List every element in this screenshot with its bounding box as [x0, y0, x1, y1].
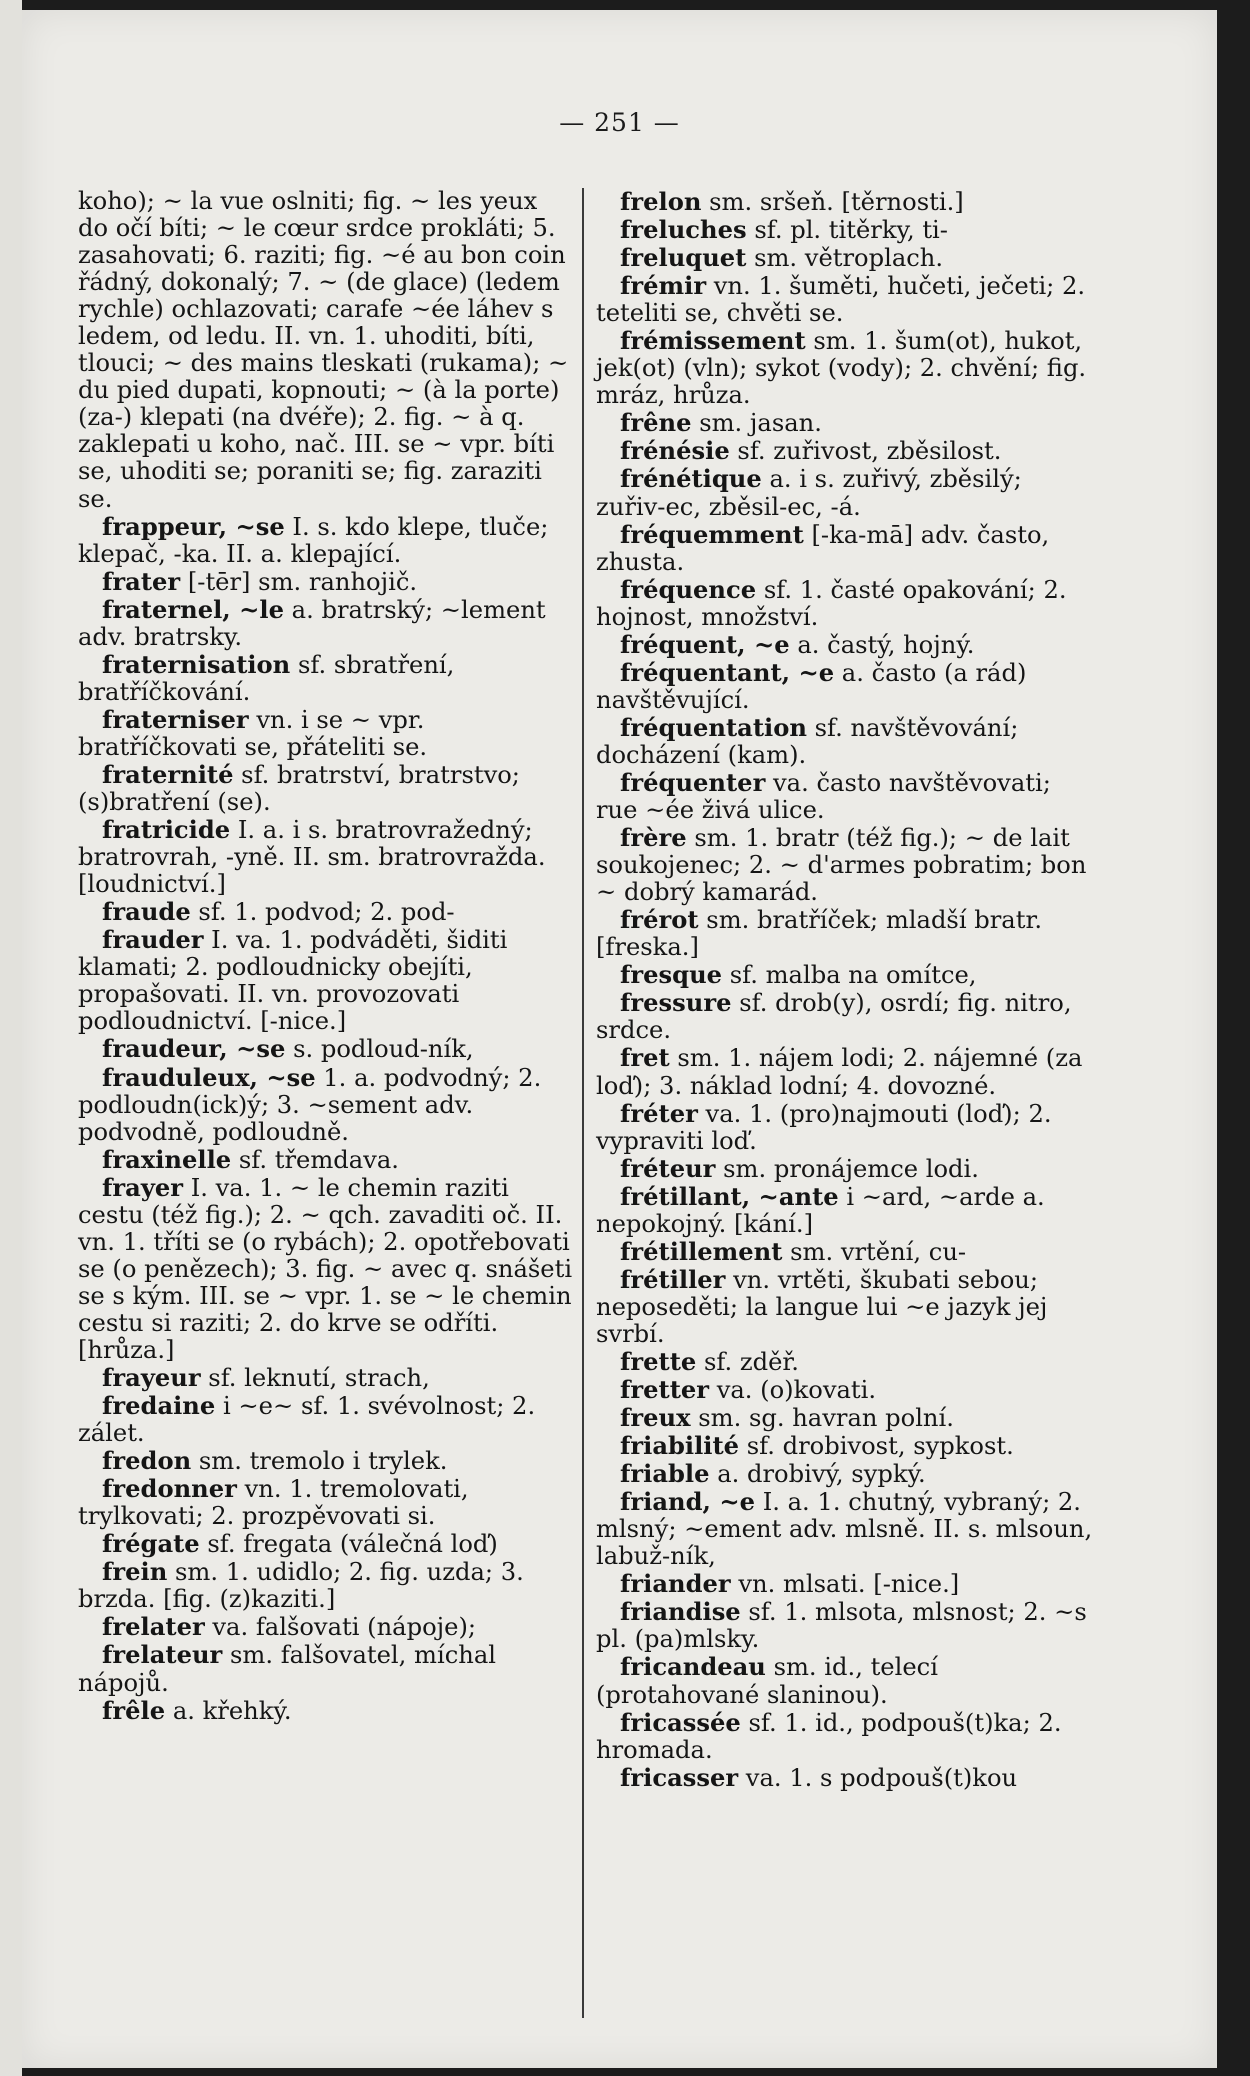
entry-headword: frémir [620, 271, 707, 301]
entry-headword: freluquet [620, 243, 747, 273]
entry-definition: sf. drobivost, sypkost. [739, 1432, 1014, 1461]
entry-headword: frérot [620, 905, 699, 935]
dictionary-entry [78, 1530, 574, 1558]
entry-headword: frêle [102, 1695, 166, 1725]
entry-definition: sf. navštěvování; docházení (kam). [596, 713, 1019, 769]
dictionary-entry [596, 1348, 1094, 1376]
entry-definition: sf. 1. podvod; 2. pod- [190, 898, 455, 927]
entry-definition: vn. i se ~ vpr. bratříčkovati se, přáteliti se. [78, 705, 428, 761]
dictionary-entry [78, 1392, 574, 1447]
right-column [582, 188, 1094, 2018]
dictionary-entry [78, 1364, 574, 1392]
entry-headword: fréquence [620, 574, 757, 604]
entry-definition: 1. a. podvodný; 2. podloudn(ick)ý; 3. ~sement adv. podvodně, podloudně. [78, 1063, 542, 1146]
dictionary-entry [78, 1697, 574, 1725]
entry-definition: sm. sg. havran polní. [690, 1404, 954, 1433]
entry-definition: sm. bratříček; mladší bratr. [freska.] [596, 906, 1043, 962]
entry-headword: fredon [102, 1446, 192, 1476]
entry-definition: a. křehký. [165, 1696, 292, 1725]
dictionary-entry [596, 1183, 1094, 1238]
entry-definition: I. va. 1. podváděti, šiditi klamati; 2. podloudnicky obejíti, propašovati. II. vn. provozovati podloudnictví. [-nice.] [78, 926, 508, 1036]
entry-definition: sm. 1. udidlo; 2. fig. uzda; 3. brzda. [fig. (z)kaziti.] [78, 1558, 524, 1614]
entry-definition: va. 1. (pro)najmouti (loď); 2. vypraviti loď. [596, 1099, 1052, 1155]
entry-definition: sf. 1. časté opakování; 2. hojnost, množství. [596, 575, 1067, 631]
dictionary-entry [596, 1460, 1094, 1488]
entry-headword: frauduleux, ~se [102, 1062, 316, 1092]
entry-headword: fréquentation [620, 712, 807, 742]
dictionary-entry [78, 898, 574, 926]
entry-definition: va. 1. s podpouš(t)kou [738, 1763, 1018, 1792]
entry-headword: frappeur, ~se [102, 511, 285, 541]
entry-definition: sm. 1. bratr (též fig.); ~ de lait soukojenec; 2. ~ d'armes pobratim; bon ~ dobrý kamarád. [596, 824, 1087, 907]
dictionary-entry [596, 1488, 1094, 1570]
dictionary-entry [78, 926, 574, 1035]
dictionary-entry [596, 244, 1094, 272]
entry-headword: frégate [102, 1529, 200, 1559]
entry-definition: vn. 1. tremolovati, trylkovati; 2. prozpěvovati si. [78, 1475, 469, 1531]
entry-headword: frauder [102, 925, 204, 955]
dictionary-entry [596, 1100, 1094, 1155]
dictionary-entry [596, 465, 1094, 520]
entry-headword: frétiller [620, 1264, 726, 1294]
entry-definition: sm. sršeň. [těrnosti.] [701, 188, 964, 216]
entry-headword: fréquemment [620, 519, 804, 549]
dictionary-entry [78, 1641, 574, 1696]
entry-headword: friandise [620, 1597, 741, 1627]
dictionary-entry [596, 409, 1094, 437]
entry-headword: fratricide [102, 815, 231, 845]
entry-headword: friand, ~e [620, 1487, 756, 1517]
dictionary-entry [596, 272, 1094, 327]
entry-definition: vn. vrtěti, škubati sebou; neposeděti; la langue lui ~e jazyk jej svrbí. [596, 1265, 1048, 1348]
entry-headword: frayeur [102, 1363, 201, 1393]
entry-headword: frayer [102, 1172, 184, 1202]
entry-headword: fredonner [102, 1474, 237, 1504]
entry-headword: frelon [620, 187, 702, 216]
dictionary-entry [596, 989, 1094, 1044]
dictionary-entry [596, 1432, 1094, 1460]
entry-headword: frette [620, 1346, 697, 1376]
dictionary-entry [596, 961, 1094, 989]
entry-definition: vn. 1. šuměti, hučeti, ječeti; 2. teteliti se, chvěti se. [596, 272, 1086, 328]
dictionary-entry [596, 327, 1094, 409]
entry-headword: frémissement [620, 326, 806, 356]
entry-headword: frelater [102, 1612, 205, 1642]
dictionary-entry [596, 576, 1094, 631]
entry-headword: fretter [620, 1375, 710, 1405]
entry-definition: sf. sbratření, bratříčkování. [78, 650, 455, 706]
entry-headword: fraudeur, ~se [102, 1034, 286, 1064]
entry-definition: [-ka-mā] adv. často, zhusta. [596, 520, 1050, 576]
entry-definition: sm. falšovatel, míchal nápojů. [78, 1641, 496, 1697]
dictionary-entry [78, 706, 574, 761]
dictionary-entry [596, 906, 1094, 961]
entry-headword: friable [620, 1459, 710, 1489]
entry-definition: I. va. 1. ~ le chemin raziti cestu (též fig.); 2. ~ qch. zavaditi oč. II. vn. 1. tříti se (o rybách); 2. opotřebovati se (o penězech); 3. fig. ~ avec q. snášeti se s kým. III. se ~ vpr. 1. se ~ le chemin cestu si raziti; 2. do krve se odříti. [hrůza.] [78, 1173, 573, 1364]
entry-definition: a. drobivý, sypký. [709, 1460, 926, 1489]
entry-definition: sm. tremolo i trylek. [191, 1447, 448, 1476]
entry-headword: fricassée [620, 1707, 741, 1737]
entry-headword: frater [102, 566, 181, 596]
dictionary-entry [78, 1613, 574, 1641]
entry-definition: sf. fregata (válečná loď) [199, 1530, 498, 1559]
dictionary-entry [596, 437, 1094, 465]
entry-headword: fricandeau [620, 1652, 766, 1682]
dictionary-page [22, 10, 1217, 2068]
dictionary-entry [78, 1035, 574, 1063]
entry-definition: va. (o)kovati. [709, 1376, 877, 1405]
dictionary-entry [596, 188, 1094, 216]
entry-definition: va. falšovati (nápoje); [204, 1613, 477, 1642]
dictionary-entry [596, 1570, 1094, 1598]
dictionary-entry [78, 1146, 574, 1174]
entry-headword: fraude [102, 897, 191, 927]
entry-headword: fraternité [102, 759, 234, 789]
entry-definition: a. častý, hojný. [789, 630, 975, 659]
dictionary-entry [78, 596, 574, 651]
entry-definition: sm. id., telecí (protahované slaninou). [596, 1653, 938, 1709]
dictionary-entry [596, 714, 1094, 769]
entry-headword: fréter [620, 1098, 698, 1128]
entry-headword: frénésie [620, 436, 730, 466]
entry-definition: I. a. i s. bratrovražedný; bratrovrah, -yně. II. sm. bratrovražda. [loudnictví.] [78, 816, 546, 899]
entry-headword: fraxinelle [102, 1144, 232, 1174]
dictionary-entry [596, 1266, 1094, 1348]
dictionary-entry [596, 1155, 1094, 1183]
entry-definition: sm. jasan. [691, 409, 822, 438]
dictionary-entry [78, 761, 574, 816]
entry-headword: fresque [620, 960, 723, 990]
entry-definition: a. bratrský; ~lement adv. bratrsky. [78, 595, 546, 651]
entry-definition: s. podloud-ník, [285, 1035, 474, 1064]
entry-definition: [-tēr] sm. ranhojič. [180, 567, 418, 596]
dictionary-entry [78, 568, 574, 596]
entry-definition: sf. zuřivost, zběsilost. [729, 437, 1002, 466]
dictionary-entry [596, 1044, 1094, 1099]
entry-headword: fréteur [620, 1153, 716, 1183]
entry-definition: sm. vrtění, cu- [782, 1237, 967, 1266]
entry-headword: fricasser [620, 1762, 739, 1792]
dictionary-entry [596, 1653, 1094, 1708]
entry-definition: a. i s. zuřivý, zběsilý; zuřiv-ec, zběsil-ec, -á. [596, 465, 1022, 521]
entry-headword: fraterniser [102, 704, 249, 734]
entry-definition: vn. mlsati. [-nice.] [730, 1570, 960, 1599]
entry-definition: sm. pronájemce lodi. [715, 1154, 979, 1183]
dictionary-entry [596, 521, 1094, 576]
entry-headword: fraternel, ~le [102, 594, 284, 624]
entry-headword: frère [620, 823, 687, 853]
entry-headword: frétillement [620, 1236, 783, 1266]
entry-definition: sf. leknutí, strach, [200, 1364, 430, 1393]
entry-headword: frénétique [620, 464, 762, 494]
entry-definition: i ~ard, ~arde a. nepokojný. [kání.] [596, 1182, 1045, 1238]
dictionary-entry [78, 1475, 574, 1530]
entry-headword: freux [620, 1403, 691, 1433]
entry-headword: fressure [620, 988, 732, 1018]
entry-headword: fraternisation [102, 649, 291, 679]
entry-definition: sm. větroplach. [746, 244, 944, 273]
entry-headword: frétillant, ~ante [620, 1181, 839, 1211]
entry-headword: freluches [620, 215, 747, 245]
entry-headword: frêne [620, 408, 692, 438]
entry-definition: va. často navštěvovati; rue ~ée živá ulice. [596, 768, 1051, 825]
dictionary-entry [78, 188, 574, 513]
dictionary-entry [596, 824, 1094, 906]
entry-definition: i ~e~ sf. 1. svévolnost; 2. zálet. [78, 1392, 536, 1448]
dictionary-entry [78, 1174, 574, 1364]
entry-headword: fréquent, ~e [620, 629, 790, 659]
adjacent-page-strip [0, 0, 22, 2076]
entry-headword: fréquentant, ~e [620, 657, 835, 687]
entry-headword: frein [102, 1557, 168, 1587]
entry-headword: fret [620, 1043, 670, 1073]
entry-definition: sf. 1. id., podpouš(t)ka; 2. hromada. [596, 1708, 1062, 1764]
entry-definition: sf. pl. titěrky, ti- [746, 216, 948, 245]
dictionary-entry [596, 1764, 1094, 1792]
entry-headword: friander [620, 1569, 731, 1599]
entry-definition: sf. bratrství, bratrstvo; (s)bratření (se). [78, 760, 520, 817]
dictionary-entry [596, 1238, 1094, 1266]
dictionary-entry [78, 1447, 574, 1475]
dictionary-entry [596, 631, 1094, 659]
entry-definition: sf. malba na omítce, [722, 961, 977, 990]
entry-definition: sf. třemdava. [231, 1145, 399, 1174]
entry-definition: sm. 1. nájem lodi; 2. nájemné (za loď); 3. náklad lodní; 4. dovozné. [596, 1044, 1083, 1100]
entry-definition: a. často (a rád) navštěvující. [596, 658, 1027, 714]
dictionary-entry [596, 1709, 1094, 1764]
dictionary-entry [596, 769, 1094, 824]
dictionary-entry [596, 216, 1094, 244]
entry-definition: sf. drob(y), osrdí; fig. nitro, srdce. [596, 989, 1072, 1045]
entry-definition: I. a. 1. chutný, vybraný; 2. mlsný; ~ement adv. mlsně. II. s. mlsoun, labuž-ník, [596, 1488, 1093, 1571]
entry-definition: I. s. kdo klepe, tluče; klepač, -ka. II. a. klepající. [78, 512, 549, 568]
dictionary-entry [78, 513, 574, 568]
left-column [78, 188, 574, 1725]
dictionary-entry [78, 1558, 574, 1613]
dictionary-entry [78, 1064, 574, 1146]
entry-definition: koho); ~ la vue oslniti; fig. ~ les yeux do očí bíti; ~ le cœur srdce prokláti; 5. zasahovati; 6. raziti; fig. ~é au bon coin řádný, dokonalý; 7. ~ (de glace) (ledem rychle) ochlazovati; carafe ~ée láhev s ledem, od ledu. II. vn. 1. uhoditi, bíti, tlouci; ~ des mains tleskati (rukama); ~ du pied dupati, kopnouti; ~ (à la porte) (za-) klepati (na dvéře); 2. fig. ~ à q. zaklepati u koho, nač. III. se ~ vpr. bíti se, uhoditi se; poraniti se; fig. zaraziti se. [78, 187, 569, 513]
dictionary-entry [596, 1376, 1094, 1404]
dictionary-entry [78, 651, 574, 706]
dictionary-entry [596, 1404, 1094, 1432]
entry-definition: sm. 1. šum(ot), hukot, jek(ot) (vln); sykot (vody); 2. chvění; fig. mráz, hrůza. [596, 327, 1087, 410]
entry-headword: friabilité [620, 1431, 740, 1461]
dictionary-entry [596, 1598, 1094, 1653]
entry-headword: fréquenter [620, 767, 766, 797]
entry-definition: sf. 1. mlsota, mlsnost; 2. ~s pl. (pa)mlsky. [596, 1598, 1087, 1654]
dictionary-entry [78, 816, 574, 898]
page-number: — 251 — [559, 108, 680, 137]
entry-headword: fredaine [102, 1391, 216, 1421]
entry-headword: frelateur [102, 1640, 223, 1670]
entry-definition: sf. zděř. [696, 1347, 799, 1376]
dictionary-entry [596, 659, 1094, 714]
